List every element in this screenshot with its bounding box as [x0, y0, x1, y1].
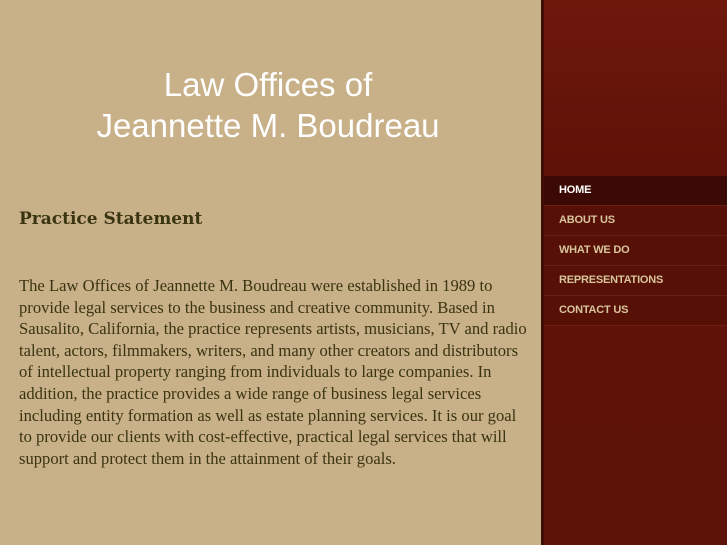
nav-item-what-we-do[interactable]: WHAT WE DO — [544, 236, 727, 266]
site-title — [0, 64, 536, 146]
nav-item-about-us[interactable]: ABOUT US — [544, 206, 727, 236]
sidebar — [544, 0, 727, 545]
nav-item-contact-us[interactable]: CONTACT US — [544, 296, 727, 326]
main-nav — [544, 176, 727, 326]
site-title-line1: Law Offices of — [163, 66, 373, 103]
site-title-line2: Jeannette M. Boudreau — [96, 107, 440, 144]
practice-statement-heading: Practice Statement — [19, 209, 203, 229]
practice-statement-text: The Law Offices of Jeannette M. Boudreau were established in 1989 to provide legal services to the business and creative community. Based in Sausalito, California, the practice represents artists, musicians, TV and radio talent, actors, filmmakers, writers, and many other creators and distributors of intellectual property ranging from individuals to large companies. In addition, the practice provides a wide range of business legal services including entity formation as well as estate planning services. It is our goal to provide our clients with cost-effective, practical legal services that will support and protect them in the attainment of their goals. — [19, 276, 527, 468]
nav-item-home[interactable]: HOME — [544, 176, 727, 206]
nav-item-representations[interactable]: REPRESENTATIONS — [544, 266, 727, 296]
